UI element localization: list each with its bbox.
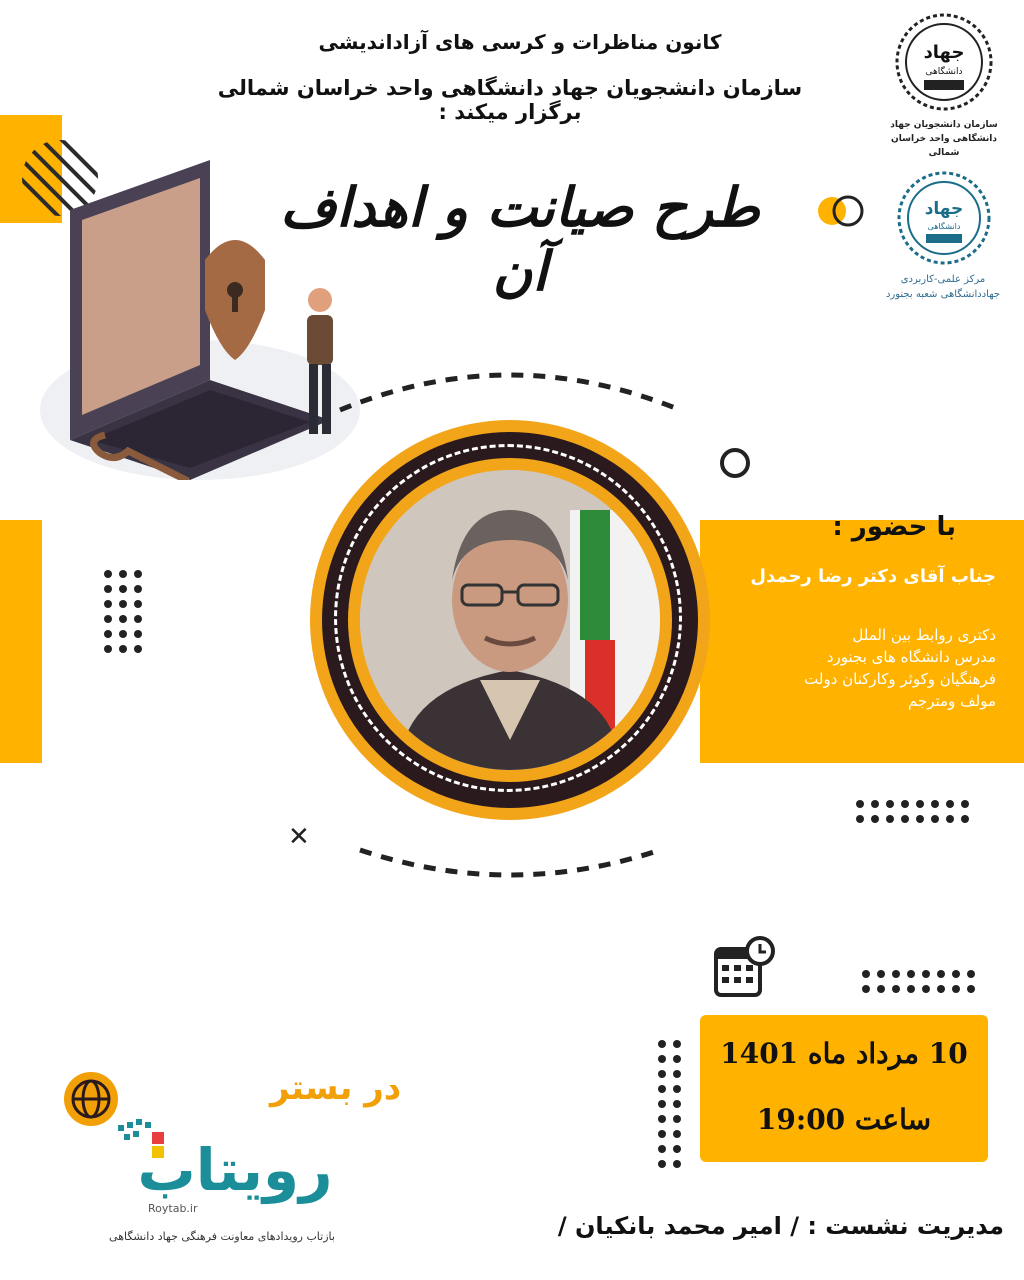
dot (967, 985, 975, 993)
ring-decoration (720, 448, 750, 478)
dot-grid-decoration (862, 970, 975, 993)
dot (961, 815, 969, 823)
dot (856, 800, 864, 808)
dot (901, 800, 909, 808)
dot (877, 985, 885, 993)
logo2-title: جهاد (924, 199, 964, 219)
dot (862, 970, 870, 978)
dot (946, 815, 954, 823)
bio-line: دکتری روابط بین الملل (852, 626, 996, 644)
organizer-line-2: سازمان دانشجویان جهاد دانشگاهی واحد خراسان شمالی برگزار میکند : (217, 76, 803, 124)
dot-grid-decoration (104, 570, 142, 653)
logo2-caption (878, 272, 1008, 302)
dot (104, 600, 112, 608)
with-presence-label: با حضور : (832, 512, 956, 542)
dot (119, 570, 127, 578)
speaker-photo (360, 470, 660, 770)
dot (673, 1100, 681, 1108)
dot (104, 585, 112, 593)
logo1-caption: سازمان دانشجویان جهاد دانشگاهی واحد خراسان شمالی (890, 120, 998, 158)
logo1-subtitle: دانشگاهی (925, 67, 963, 77)
event-time: ساعت 19:00 (756, 1103, 932, 1136)
speaker-name: جناب آقای دکتر رضا رحمدل (750, 566, 996, 587)
platform-prefix: در بستر (270, 1068, 402, 1108)
dot (673, 1085, 681, 1093)
organizer-line-1: کانون مناظرات و کرسی های آزاداندیشی (318, 30, 722, 54)
dot (916, 815, 924, 823)
dot (856, 815, 864, 823)
dot (892, 970, 900, 978)
dot (134, 615, 142, 623)
dot (937, 970, 945, 978)
dot-grid-decoration (658, 1040, 681, 1168)
dot (673, 1160, 681, 1168)
dot (134, 600, 142, 608)
dot (673, 1055, 681, 1063)
roytab-brand: رویتاب (137, 1136, 333, 1204)
dot (104, 630, 112, 638)
event-date: 10 مرداد ماه 1401 (720, 1037, 968, 1070)
dot (658, 1145, 666, 1153)
jahad-branch-logo-icon (896, 170, 992, 266)
dot (673, 1070, 681, 1078)
dot (907, 985, 915, 993)
dot (119, 630, 127, 638)
dot (922, 985, 930, 993)
roytab-url: Roytab.ir (148, 1202, 198, 1215)
dot (134, 645, 142, 653)
dot (877, 970, 885, 978)
speaker-bio (804, 624, 996, 712)
dot (658, 1115, 666, 1123)
dot (134, 585, 142, 593)
dot (916, 800, 924, 808)
dot (119, 600, 127, 608)
dot (871, 800, 879, 808)
dot (886, 800, 894, 808)
dot (658, 1160, 666, 1168)
dot (886, 815, 894, 823)
dot (673, 1130, 681, 1138)
bio-line: فرهنگیان وکوثر وکارکنان دولت (804, 670, 996, 688)
dot (658, 1100, 666, 1108)
dot (658, 1055, 666, 1063)
dot (104, 570, 112, 578)
moderator-line: مدیریت نشست : / امیر محمد بانکیان / (557, 1212, 1004, 1240)
dot (952, 985, 960, 993)
dot (901, 815, 909, 823)
x-decoration: ✕ (288, 822, 310, 852)
dot (119, 645, 127, 653)
dot (104, 645, 112, 653)
dot (931, 800, 939, 808)
dot (134, 570, 142, 578)
dot (658, 1040, 666, 1048)
dot (892, 985, 900, 993)
dot (931, 815, 939, 823)
logo2-caption-line2: جهاددانشگاهی شعبه بجنورد (885, 289, 1001, 300)
dot (952, 970, 960, 978)
bio-line: مدرس دانشگاه های بجنورد (826, 648, 996, 666)
dot (104, 615, 112, 623)
dot (673, 1040, 681, 1048)
bio-line: مولف ومترجم (908, 692, 996, 710)
logo2-subtitle: دانشگاهی (927, 222, 961, 231)
roytab-logo (100, 1110, 350, 1210)
dot (119, 615, 127, 623)
dot (961, 800, 969, 808)
dot (871, 815, 879, 823)
dot (922, 970, 930, 978)
dot (658, 1070, 666, 1078)
dot (967, 970, 975, 978)
dot (673, 1115, 681, 1123)
dot (658, 1085, 666, 1093)
decorative-orange-band-left (0, 520, 42, 763)
roytab-caption: بازتاب رویدادهای معاونت فرهنگی جهاد دانشگاهی (109, 1230, 335, 1243)
dot (946, 800, 954, 808)
dot (862, 985, 870, 993)
dot (937, 985, 945, 993)
dot (907, 970, 915, 978)
page-title: طرح صیانت و اهداف آن (280, 175, 760, 303)
dot (134, 630, 142, 638)
dot (119, 585, 127, 593)
double-circle-decoration (815, 193, 867, 229)
dot (658, 1130, 666, 1138)
dot (673, 1145, 681, 1153)
dot-grid-decoration (856, 800, 969, 823)
jahad-logo-icon (894, 12, 994, 112)
logo1-title: جهاد (923, 42, 965, 63)
calendar-clock-icon (712, 935, 778, 1001)
logo2-caption-line1: مرکز علمی-کاربردی (900, 274, 986, 285)
